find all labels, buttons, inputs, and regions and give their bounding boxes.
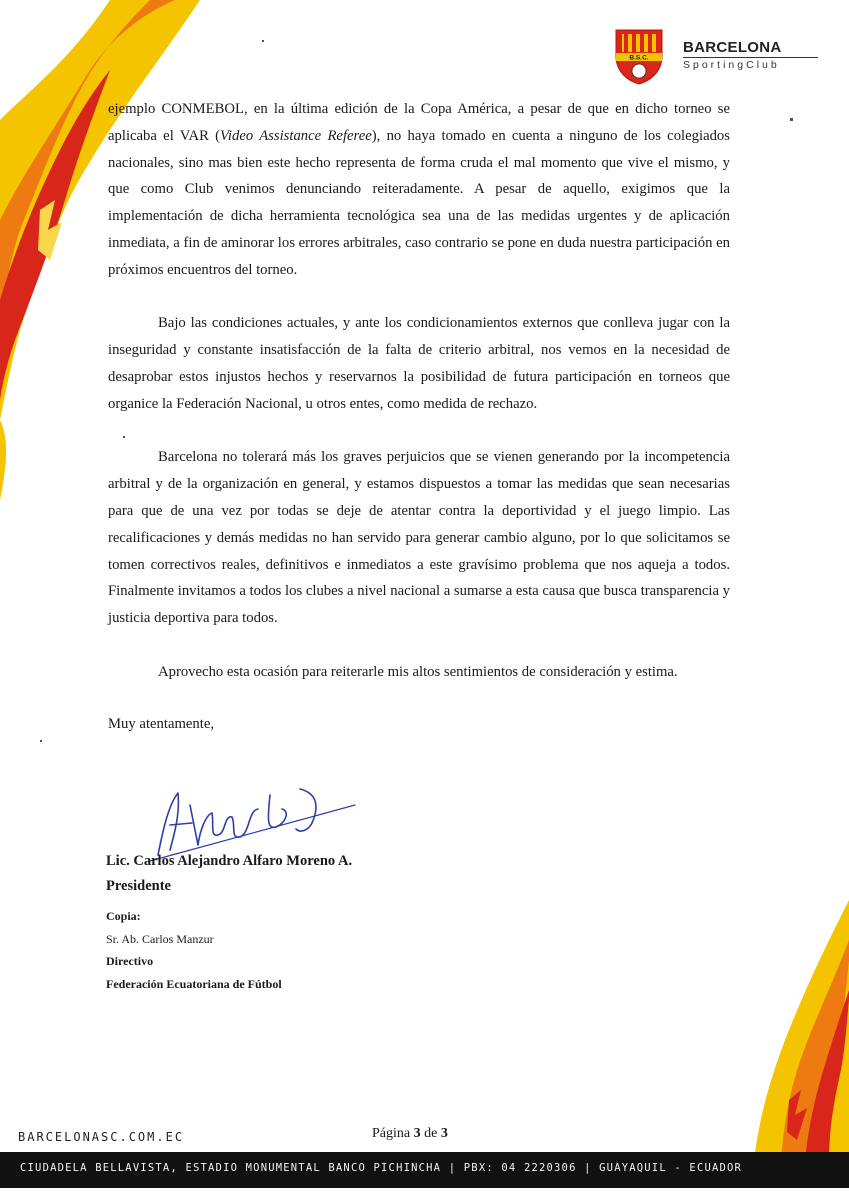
copy-label: Copia: — [106, 909, 141, 923]
brand-lockup — [683, 40, 818, 71]
brand-divider — [683, 57, 818, 58]
handwritten-signature — [140, 775, 360, 865]
page-current: 3 — [413, 1126, 421, 1141]
scan-speck — [40, 740, 42, 742]
paragraph-1 — [108, 96, 730, 284]
scan-speck — [790, 118, 793, 121]
club-crest-logo — [610, 26, 668, 86]
paragraph-2: Bajo las condiciones actuales, y ante los condicionamientos externos que conlleva jugar con la inseguridad y constante insatisfacción de la falta de criterio arbitral, nos vemos en la necesidad de desaprobar estos injustos hechos y reservarnos la posibilidad de futura participación en torneos que organice la Federación Nacional, u otros entes, como medida de rechazo. — [108, 315, 730, 412]
closing-salutation: Muy atentamente, — [108, 716, 215, 732]
paragraph-1-italic: Video Assistance Referee — [220, 127, 372, 144]
paragraph-4: Aprovecho esta ocasión para reiterarle mis altos sentimientos de consideración y estima. — [158, 663, 678, 680]
paragraph-1-text-a: ejemplo CONMEBOL, en la última edición de la Copa América, a pesar de que en dicho torneo se aplicaba el VAR ( — [108, 101, 730, 144]
page-number — [372, 1126, 448, 1142]
footer-address: CIUDADELA BELLAVISTA, ESTADIO MONUMENTAL BANCO PICHINCHA | PBX: 04 2220306 | GUAYAQUIL - ECUADOR — [20, 1162, 743, 1174]
copy-recipient: Sr. Ab. Carlos Manzur — [106, 931, 214, 946]
website-link[interactable]: BARCELONASC.COM.EC — [18, 1130, 185, 1144]
paragraph-3: Barcelona no tolerará más los graves perjuicios que se vienen generando por la incompetencia arbitral y de la organización en general, y estamos dispuestos a tomar las medidas que sean necesarias para que de una vez por todas se deje de atentar contra la deportividad y el juego limpio. Las recalificaciones y demás medidas no han servido para generar cambio alguno, por lo que solicitamos se tomen correctivos reales, definitivos e inmediatos a este gravísimo problema que nos aqueja a todos. Finalmente invitamos a todos los clubes a nivel nacional a sumarse a esta causa que busca transparencia y justicia deportiva para todos. — [108, 449, 730, 627]
scan-speck — [262, 40, 264, 42]
page-mid: de — [420, 1126, 441, 1141]
scan-speck — [123, 436, 125, 438]
copy-block — [106, 905, 282, 995]
brand-name: BARCELONA — [683, 39, 782, 56]
page-prefix: Página — [372, 1126, 414, 1141]
copy-role: Directivo — [106, 954, 154, 968]
brand-subtitle: SportingClub — [683, 59, 780, 71]
copy-organization: Federación Ecuatoriana de Fútbol — [106, 976, 282, 991]
flame-decoration-right — [669, 900, 849, 1160]
crest-letters: B.S.C. — [629, 54, 649, 62]
page-total: 3 — [440, 1126, 448, 1141]
paragraph-1-text-b: ), no haya tomado en cuenta a ninguno de los colegiados nacionales, sino mas bien este hecho representa de forma cruda el mal momento que vive el mismo, y que como Club venimos denunciando reiteradamente. A pesar de aquello, exigimos que la implementación de dicha herramienta tecnológica sea una de las medidas urgentes y de aplicación inmediata, a fin de aminorar los errores arbitrales, caso contrario se pone en duda nuestra participación en próximos encuentros del torneo. — [108, 127, 730, 278]
letter-body — [108, 96, 730, 686]
signer-name: Lic. Carlos Alejandro Alfaro Moreno A. — [106, 853, 353, 869]
signer-title: Presidente — [106, 878, 171, 894]
